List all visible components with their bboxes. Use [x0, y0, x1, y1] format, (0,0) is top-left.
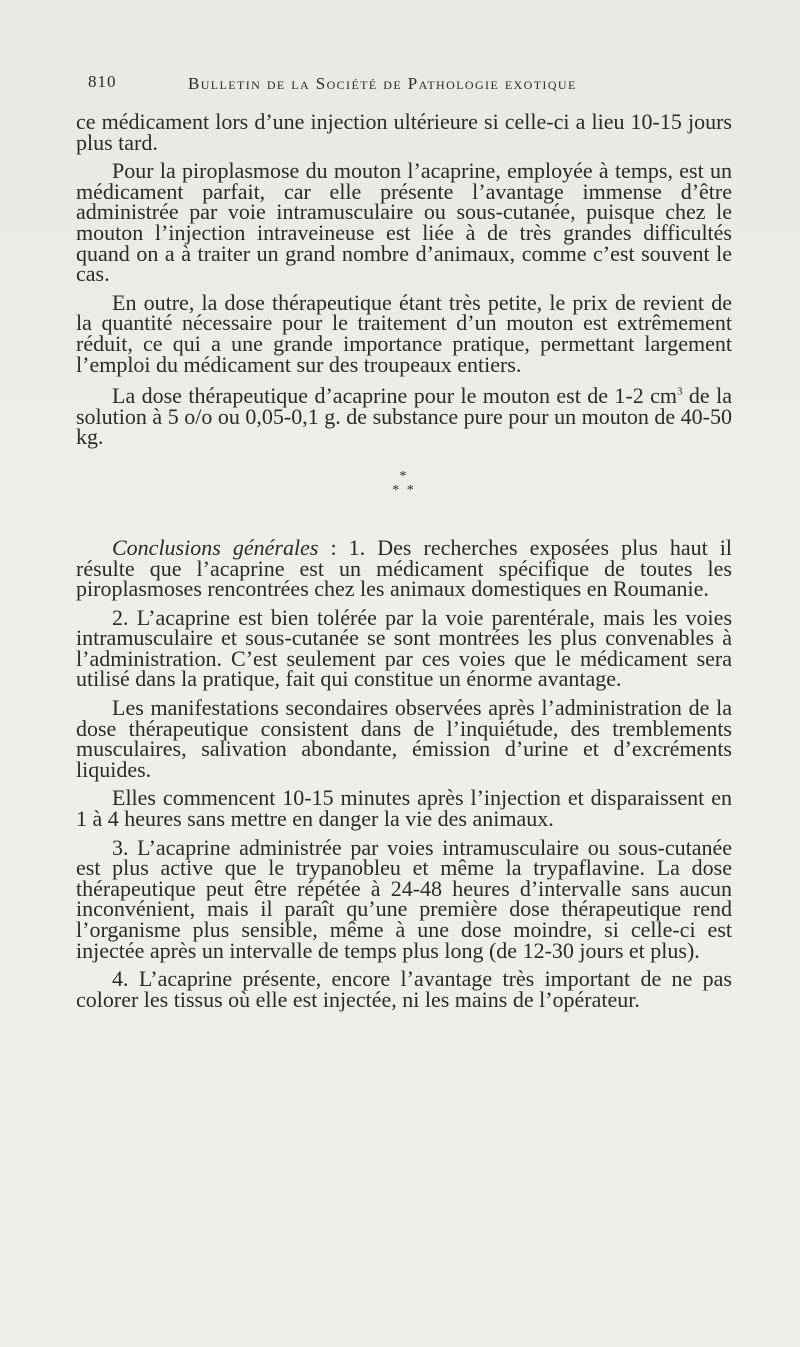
paragraph-cost: En outre, la dose thérapeutique étant très petite, le prix de revient de la quantité nécessaire pour le traitement d’un mouton est extrêmement réduit, ce qui a une grande importance pratique, permettant largement l’emploi du médicament sur des troupeaux entiers.	[76, 289, 732, 377]
conclusion-4: 4. L’acaprine présente, encore l’avantage très important de ne pas colorer les tissus où elle est injectée, ni les mains de l’opérateur.	[76, 966, 732, 1012]
conclusions-heading: Conclusions générales	[112, 534, 319, 560]
conclusion-2-side-effects: Les manifestations secondaires observées après l’administration de la dose thérapeutique consistent dans de l’inquiétude, des tremblements musculaires, salivation abondante, émission d’urine et d’excréments liquides.	[76, 695, 732, 782]
conclusion-2-duration: Elles commencent 10-15 minutes après l’injection et disparaissent en 1 à 4 heures sans mettre en danger la vie des animaux.	[76, 785, 732, 832]
paragraph-continuation: ce médicament lors d’une injection ultérieure si celle-ci a lieu 10-15 jours plus tard.	[76, 109, 732, 155]
paragraph-dose	[76, 383, 732, 450]
dose-text-continued: de la solution à 5 o/o ou 0,05-0,1 g. de substance pure pour un mouton de 40-50 kg.	[76, 383, 732, 450]
running-head	[88, 72, 648, 102]
asterism-top: *	[399, 468, 409, 484]
conclusion-1-text: : 1. Des recherches exposées plus haut il résulte que l’acaprine est un médicament spécifique de toutes les piroplasmoses rencontrées chez les animaux domestiques en Roumanie.	[76, 534, 732, 602]
section-separator	[76, 470, 732, 498]
dose-text: La dose thérapeutique d’acaprine pour le mouton est de 1-2 cm	[112, 383, 678, 409]
body-text	[76, 109, 732, 1012]
asterism-bottom: * *	[392, 482, 416, 498]
conclusion-1	[76, 534, 732, 602]
paragraph-sheep-piroplasmosis: Pour la piroplasmose du mouton l’acaprine, employée à temps, est un médicament parfait, car elle présente l’avantage immense d’être administrée par voie intramusculaire ou sous-cutanée, puisque chez le mouton l’injection intraveineuse est liée à de très grandes difficultés quand on a à traiter un grand nombre d’animaux, comme c’est souvent le cas.	[76, 158, 732, 287]
journal-title: Bulletin de la Société de Pathologie exotique	[188, 74, 577, 93]
conclusion-3: 3. L’acaprine administrée par voies intramusculaire ou sous-cutanée est plus active que le trypanobleu et même la trypaflavine. La dose thérapeutique peut être répétée à 24-48 heures d’intervalle sans aucun inconvénient, mais il paraît qu’une première dose thérapeutique rend l’organisme plus sensible, même à une dose moindre, si celle-ci est injectée après un intervalle de temps plus long (de 12-30 jours et plus).	[76, 834, 732, 963]
page-number: 810	[88, 72, 117, 91]
conclusion-2: 2. L’acaprine est bien tolérée par la voie parentérale, mais les voies intramusculaire et sous-cutanée se sont montrées les plus convenables à l’administration. C’est seulement par ces voies que le médicament sera utilisé dans la pratique, fait qui constitue un énorme avantage.	[76, 604, 732, 692]
dose-superscript: 3	[677, 385, 683, 398]
